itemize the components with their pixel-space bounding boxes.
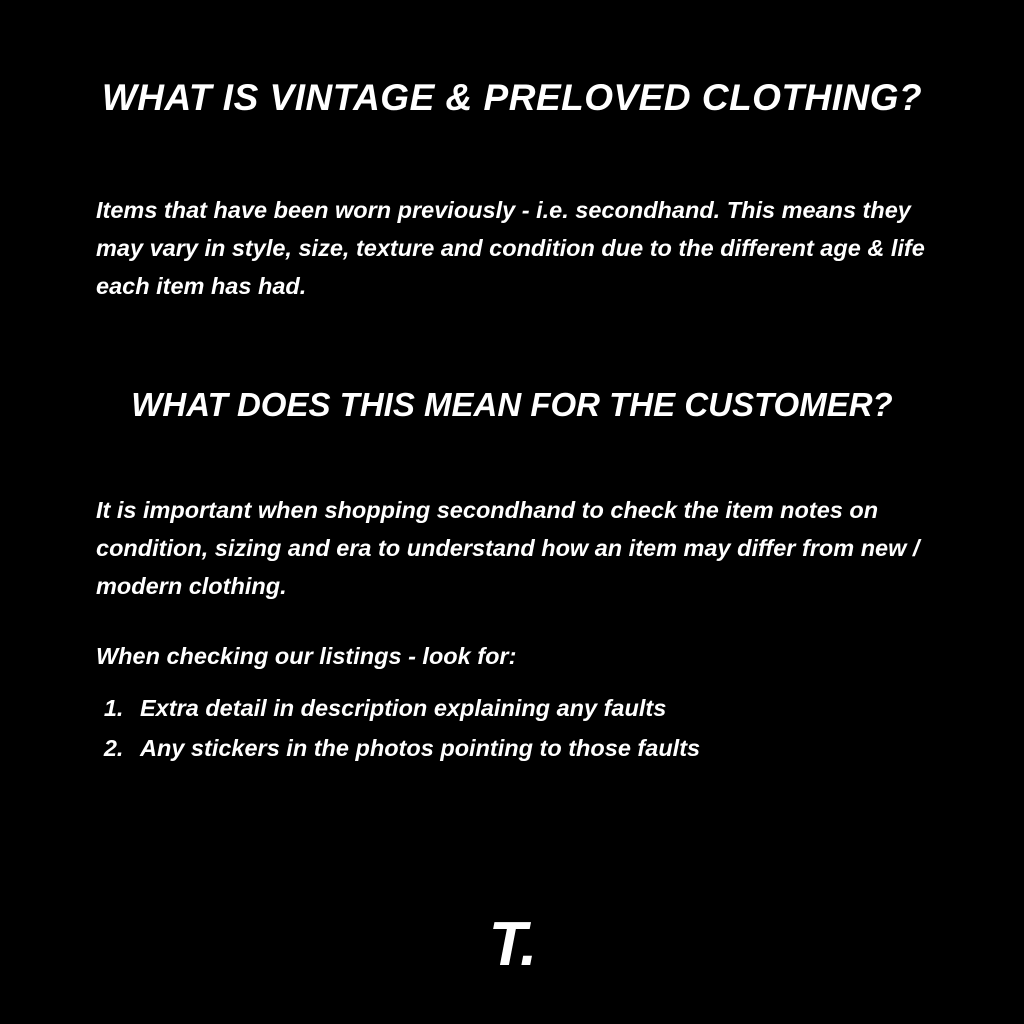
brand-logo — [0, 910, 1024, 979]
page-title: WHAT IS VINTAGE & PRELOVED CLOTHING? — [101, 77, 923, 118]
brand-t-logo-icon: T. — [488, 910, 536, 979]
definition-paragraph: Items that have been worn previously - i.e. secondhand. This means they may vary in style, size, texture and condition due to the different age & life each item has had. — [96, 196, 925, 299]
meaning-paragraph: It is important when shopping secondhand to check the item notes on condition, sizing and era to understand how an item may differ from new / modern clothing. — [96, 496, 920, 599]
section-heading-customer: WHAT DOES THIS MEAN FOR THE CUSTOMER? — [131, 385, 893, 423]
checklist-intro: When checking our listings - look for: — [96, 642, 517, 669]
checklist-list — [0, 689, 1024, 767]
list-item: 2. Any stickers in the photos pointing to those faults — [130, 729, 1024, 767]
list-item: 1. Extra detail in description explaining any faults — [130, 689, 1024, 727]
